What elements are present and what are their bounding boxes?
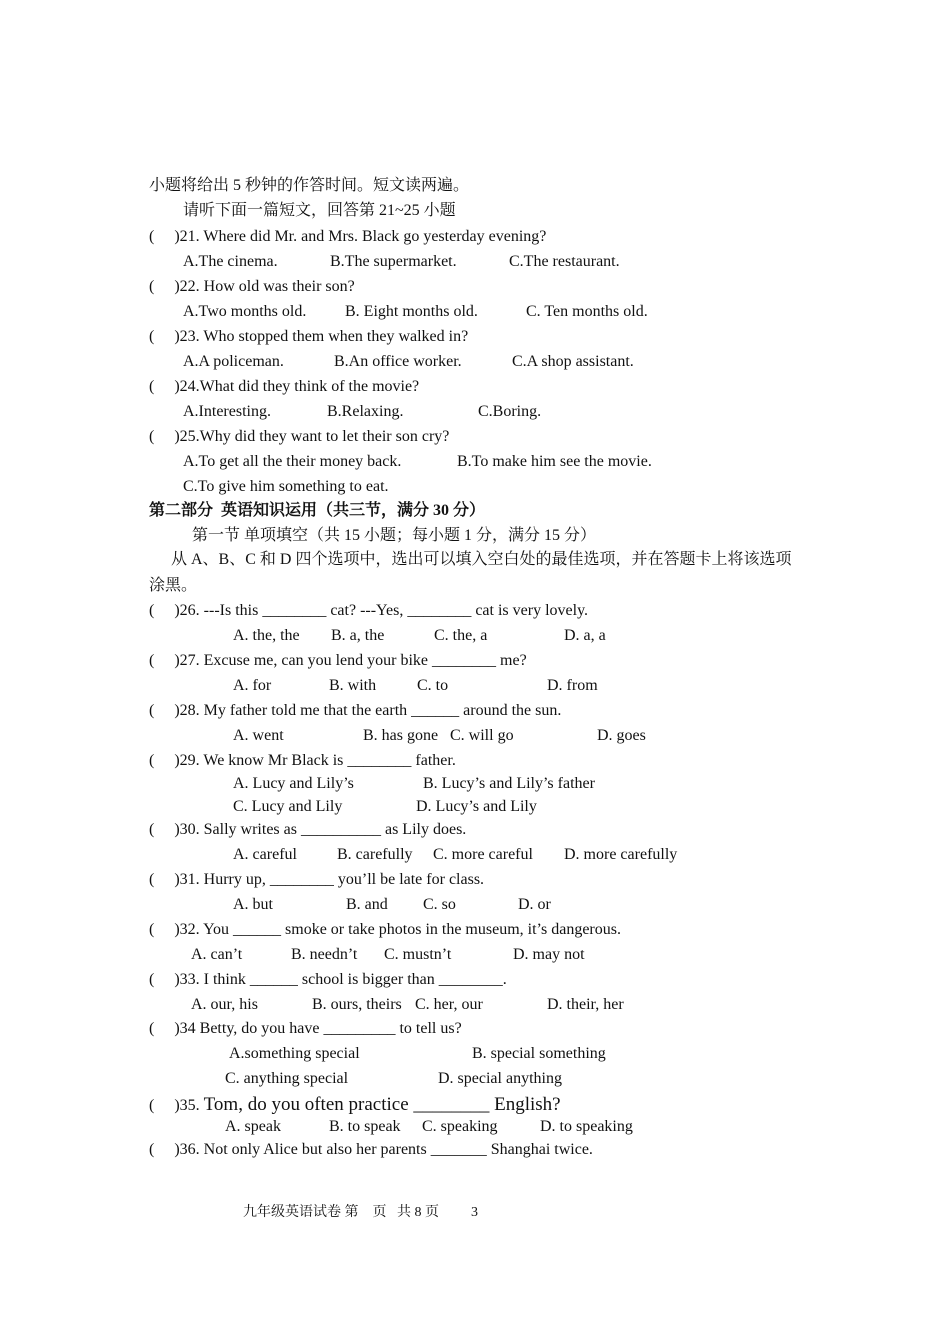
question-23: ( )23. Who stopped them when they walked in? — [149, 328, 469, 345]
option-a: A. for — [233, 677, 272, 694]
option-a: A.A policeman. — [183, 353, 284, 370]
option-d: D. more carefully — [564, 846, 678, 863]
question-number: ( )35. — [149, 1097, 204, 1114]
option-d: D. their, her — [547, 996, 624, 1013]
option-c: C. so — [423, 896, 456, 913]
option-c: C. to — [417, 677, 449, 694]
option-d: D. goes — [597, 727, 646, 744]
part-title: 第二部分 英语知识运用（共三节，满分 30 分） — [149, 502, 486, 519]
option-b: B.To make him see the movie. — [457, 453, 652, 470]
question-28: ( )28. My father told me that the earth ______ around the sun. — [149, 702, 562, 719]
option-d: D. from — [547, 677, 598, 694]
option-a: A. went — [233, 727, 284, 744]
option-c: C. anything special — [225, 1070, 349, 1087]
option-c: C. Ten months old. — [526, 303, 648, 320]
option-b: B. with — [329, 677, 377, 694]
option-a: A.something special — [229, 1045, 360, 1062]
option-b: B. Eight months old. — [345, 303, 478, 320]
question-34: ( )34 Betty, do you have _________ to tell us? — [149, 1020, 462, 1037]
question-text: Tom, do you often practice ________ English? — [203, 1094, 561, 1115]
option-b: B. special something — [472, 1045, 606, 1062]
option-c: C. Lucy and Lily — [233, 798, 343, 815]
question-21: ( )21. Where did Mr. and Mrs. Black go yesterday evening? — [149, 228, 547, 245]
option-b: B.Relaxing. — [327, 403, 404, 420]
question-29: ( )29. We know Mr Black is ________ father. — [149, 752, 456, 769]
option-d: D. to speaking — [540, 1118, 633, 1135]
page-footer-label: 九年级英语试卷 第 页 共 8 页 — [243, 1205, 439, 1220]
option-d: D. Lucy’s and Lily — [416, 798, 537, 815]
question-35 — [149, 1094, 561, 1116]
option-b: B. ours, theirs — [312, 996, 402, 1013]
question-27: ( )27. Excuse me, can you lend your bike ________ me? — [149, 652, 527, 669]
question-36: ( )36. Not only Alice but also her parents _______ Shanghai twice. — [149, 1141, 593, 1158]
question-24: ( )24.What did they think of the movie? — [149, 378, 420, 395]
option-c: C. the, a — [434, 627, 488, 644]
option-a: A. Lucy and Lily’s — [233, 775, 354, 792]
option-c: C. her, our — [415, 996, 483, 1013]
option-b: B. and — [346, 896, 388, 913]
option-c: C. will go — [450, 727, 514, 744]
option-d: D. a, a — [564, 627, 606, 644]
page-number: 3 — [471, 1205, 478, 1220]
question-30: ( )30. Sally writes as __________ as Lily does. — [149, 821, 467, 838]
option-c: C.Boring. — [478, 403, 542, 420]
option-a: A. our, his — [191, 996, 258, 1013]
option-c: C.To give him something to eat. — [183, 478, 389, 495]
option-b: B. to speak — [329, 1118, 401, 1135]
question-26: ( )26. ---Is this ________ cat? ---Yes, ________ cat is very lovely. — [149, 602, 589, 619]
option-c: C. speaking — [422, 1118, 498, 1135]
listening-instruction: 请听下面一篇短文，回答第 21~25 小题 — [183, 202, 456, 219]
section-instruction: 从 A、B、C 和 D 四个选项中，选出可以填入空白处的最佳选项，并在答题卡上将该选项 — [171, 551, 792, 568]
option-a: A.Two months old. — [183, 303, 307, 320]
question-22: ( )22. How old was their son? — [149, 278, 355, 295]
question-33: ( )33. I think ______ school is bigger than ________. — [149, 971, 507, 988]
option-b: B. has gone — [363, 727, 439, 744]
option-a: A. careful — [233, 846, 297, 863]
option-b: B. a, the — [331, 627, 385, 644]
option-c: C. mustn’t — [384, 946, 452, 963]
section-instruction-cont: 涂黑。 — [149, 577, 198, 594]
option-a: A. but — [233, 896, 273, 913]
intro-line: 小题将给出 5 秒钟的作答时间。短文读两遍。 — [149, 177, 470, 194]
option-c: C.A shop assistant. — [512, 353, 634, 370]
option-c: C.The restaurant. — [509, 253, 620, 270]
option-a: A.To get all the their money back. — [183, 453, 402, 470]
question-32: ( )32. You ______ smoke or take photos in the museum, it’s dangerous. — [149, 921, 621, 938]
option-a: A. the, the — [233, 627, 300, 644]
option-a: A. speak — [225, 1118, 281, 1135]
option-b: B.The supermarket. — [330, 253, 457, 270]
question-31: ( )31. Hurry up, ________ you’ll be late for class. — [149, 871, 485, 888]
option-b: B. Lucy’s and Lily’s father — [423, 775, 595, 792]
option-b: B. needn’t — [291, 946, 358, 963]
option-c: C. more careful — [433, 846, 533, 863]
option-a: A. can’t — [191, 946, 243, 963]
option-d: D. special anything — [438, 1070, 562, 1087]
section-title: 第一节 单项填空（共 15 小题；每小题 1 分，满分 15 分） — [192, 527, 597, 544]
option-a: A.Interesting. — [183, 403, 271, 420]
option-d: D. or — [518, 896, 551, 913]
question-25: ( )25.Why did they want to let their son cry? — [149, 428, 450, 445]
option-a: A.The cinema. — [183, 253, 278, 270]
option-d: D. may not — [513, 946, 585, 963]
option-b: B. carefully — [337, 846, 413, 863]
option-b: B.An office worker. — [334, 353, 462, 370]
